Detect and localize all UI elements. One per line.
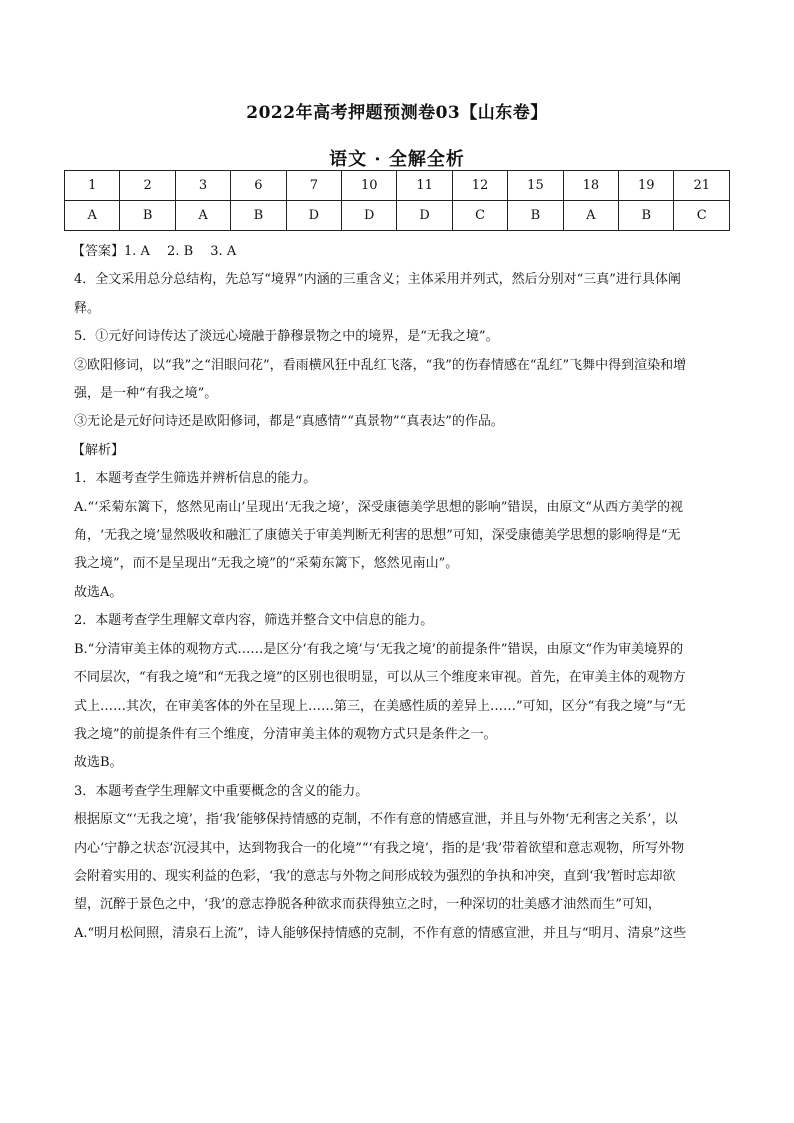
- text-line: 式上……其次，在审美客体的外在呈现上……第三，在美感性质的差异上……”可知，区分“有我之境”与“无: [74, 698, 686, 714]
- text-line: A.“‘采菊东篱下，悠然见南山’呈现出‘无我之境’，深受康德美学思想的影响”错误，由原文“从西方美学的视: [74, 499, 683, 515]
- question-cell: 2: [120, 171, 175, 201]
- text-line: 强，是一种“有我之境”。: [74, 386, 218, 402]
- answer-cell: C: [452, 201, 507, 231]
- answer-cell: B: [619, 201, 674, 231]
- text-line: 望，沉醉于景色之中，‘我’的意志挣脱各种欲求而获得独立之时，一种深切的壮美感才油然而生”可知，: [74, 897, 661, 913]
- text-line: 不同层次，“有我之境”和“无我之境”的区别也很明显，可以从三个维度来审视。首先，在审美主体的观物方: [74, 670, 686, 686]
- answer-cell: D: [286, 201, 341, 231]
- answer-cell: C: [674, 201, 730, 231]
- question-cell: 19: [619, 171, 674, 201]
- question-cell: 1: [65, 171, 120, 201]
- question-cell: 3: [175, 171, 230, 201]
- text-line: ③无论是元好问诗还是欧阳修词，都是“真感情”“真景物”“真表达”的作品。: [74, 414, 504, 430]
- page-title: 2022年高考押题预测卷03【山东卷】: [246, 103, 548, 123]
- text-line: 2．本题考查学生理解文章内容，筛选并整合文中信息的能力。: [74, 613, 434, 629]
- explanation-body: [74, 238, 728, 948]
- analysis-heading: 【解析】: [72, 442, 125, 458]
- question-cell: 10: [342, 171, 397, 201]
- text-line: 根据原文“‘无我之境’，指‘我’能够保持情感的克制，不作有意的情感宣泄，并且与外物‘无利害之关系’，以: [74, 812, 678, 828]
- question-cell: 11: [397, 171, 452, 201]
- question-cell: 6: [231, 171, 286, 201]
- text-line: 释。: [74, 300, 101, 316]
- answer-cell: D: [342, 201, 397, 231]
- text-line: 会附着实用的、现实利益的色彩，‘我’的意志与外物之间形成较为强烈的争执和冲突，直到‘我’暂时忘却欲: [74, 868, 676, 884]
- page-subtitle: 语文 · 全解全析: [329, 149, 465, 170]
- question-cell: 18: [563, 171, 618, 201]
- question-cell: 12: [452, 171, 507, 201]
- text-line: 我之境”，而不是呈现出“无我之境”的“采菊东篱下，悠然见南山”。: [74, 556, 459, 572]
- answer-cell: B: [508, 201, 563, 231]
- text-line: A.“明月松间照，清泉石上流”，诗人能够保持情感的克制，不作有意的情感宣泄，并且与“明月、清泉”这些: [74, 925, 687, 941]
- answer-table-question-row: [65, 171, 730, 201]
- question-cell: 21: [674, 171, 730, 201]
- answer-summary-line: 【答案】1. A 2. B 3. A: [72, 244, 237, 259]
- answer-cell: B: [231, 201, 286, 231]
- answer-cell: B: [120, 201, 175, 231]
- text-line: 我之境”的前提条件有三个维度，分清审美主体的观物方式只是条件之一。: [74, 726, 497, 742]
- question-cell: 7: [286, 171, 341, 201]
- text-line: 故选A。: [74, 584, 123, 600]
- text-line: ②欧阳修词，以“我”之“泪眼问花”，看雨横风狂中乱红飞落，“我”的伤春情感在“乱红”飞舞中得到渲染和增: [74, 357, 687, 373]
- text-line: 内心‘宁静之状态’沉浸其中，达到物我合一的化境”“‘有我之境’，指的是‘我’带着欲望和意志观物，所写外物: [74, 840, 685, 856]
- answer-table: [64, 170, 730, 231]
- text-line: 5．①元好问诗传达了淡远心境融于静穆景物之中的境界，是“无我之境”。: [74, 329, 499, 345]
- text-line: 3．本题考查学生理解文中重要概念的含义的能力。: [74, 783, 369, 799]
- text-line: B.“分清审美主体的观物方式……是区分‘有我之境’与‘无我之境’的前提条件”错误，由原文“作为审美境界的: [74, 641, 684, 657]
- answer-table-answer-row: [65, 201, 730, 231]
- answer-cell: A: [563, 201, 618, 231]
- answer-cell: A: [175, 201, 230, 231]
- answer-cell: D: [397, 201, 452, 231]
- text-line: 4．全文采用总分总结构，先总写“境界”内涵的三重含义；主体采用并列式，然后分别对“三真”进行具体阐: [74, 272, 681, 288]
- answer-cell: A: [65, 201, 120, 231]
- question-cell: 15: [508, 171, 563, 201]
- text-line: 1．本题考查学生筛选并辨析信息的能力。: [74, 471, 317, 487]
- text-line: 角，‘无我之境’显然吸收和融汇了康德关于审美判断无利害的思想”可知，深受康德美学思想的影响得是“无: [74, 528, 681, 544]
- text-line: 故选B。: [74, 755, 123, 771]
